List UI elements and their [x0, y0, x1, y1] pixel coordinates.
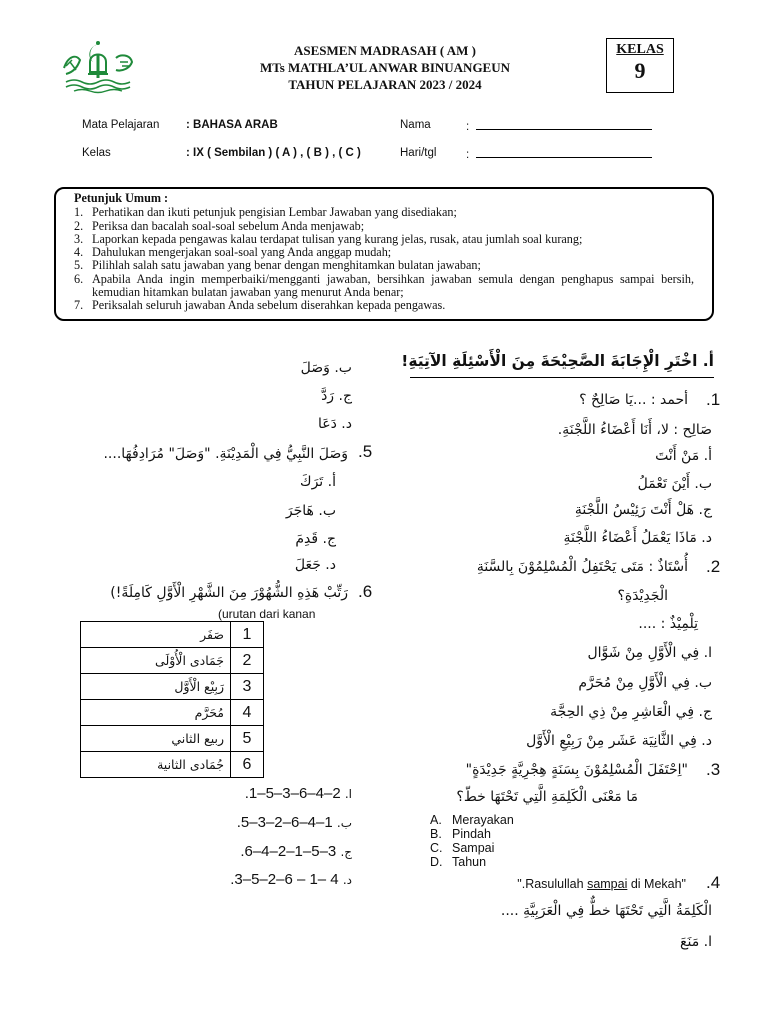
question-1-option-a[interactable]: أ. مَنْ أَنْتَ	[655, 448, 712, 464]
instructions-title: Petunjuk Umum :	[74, 191, 169, 205]
question-1-option-d[interactable]: د. مَاذَا يَعْمَلُ أَعْضَاءُ اللَّجْنَةِ	[563, 530, 712, 546]
header-school-name: MTs MATHLA’UL ANWAR BINUANGEUN	[259, 60, 511, 75]
question-2-number: .2	[706, 557, 721, 576]
table-row	[81, 648, 264, 674]
table-row	[81, 674, 264, 700]
option-text: Tahun	[452, 855, 487, 869]
madrasah-logo-icon	[60, 38, 136, 94]
question-6-option-c[interactable]	[240, 843, 352, 860]
class-box	[606, 38, 674, 93]
question-6-option-b[interactable]	[237, 814, 352, 831]
month-cell: صَفَر	[81, 622, 231, 648]
instructions-box	[54, 187, 714, 321]
option-letter: ب.	[336, 816, 352, 830]
instruction-number: 2.	[74, 218, 84, 233]
date-blank	[476, 147, 652, 158]
question-1-option-c[interactable]: ج. هَلْ أَنْتَ رَئِيْسُ اللَّجْنَةِ	[574, 502, 712, 518]
class-box-label: KELAS	[616, 42, 664, 57]
option-text: .3–5–2–6 – 1– 4	[230, 871, 339, 888]
header-academic-year: TAHUN PELAJARAN 2023 / 2024	[288, 77, 482, 92]
table-row	[81, 726, 264, 752]
table-row	[81, 700, 264, 726]
question-2-option-d[interactable]: د. فِي الثَّانِيَة عَشَر مِنْ رَبِيْعِ الْأَوَّل	[526, 733, 712, 749]
question-3-option-d[interactable]	[430, 855, 486, 869]
question-2-option-b[interactable]: ب. فِي الْأَوَّلِ مِنْ مُحَرَّم	[578, 675, 712, 691]
question-4-option-c[interactable]: ج. رَدَّ	[321, 388, 352, 404]
option-text: .6–4–2–1–5–3	[240, 843, 337, 860]
question-2-line-3: تِلْمِيْذٌ : ....	[638, 616, 698, 632]
option-text: Merayakan	[452, 813, 514, 827]
months-table	[80, 621, 264, 778]
question-1-option-b[interactable]: ب. أَيْنَ تَعْمَلُ	[637, 476, 712, 492]
instruction-item	[74, 206, 694, 219]
option-letter: B.	[430, 827, 442, 841]
instruction-text: Laporkan kepada pengawas kalau terdapat tulisan yang kurang jelas, rusak, atau jumlah soal kurang;	[92, 231, 583, 246]
option-letter: D.	[430, 855, 443, 869]
instruction-item	[74, 246, 694, 259]
subject-value: : BAHASA ARAB	[186, 119, 278, 131]
header-line-1: ASESMEN MADRASAH ( AM )	[294, 43, 476, 58]
instruction-item	[74, 273, 694, 300]
question-5-line-1: وَصَلَ النَّبِيُّ فِي الْمَدِيْنَةِ. "وَصَلَ" مُرَادِفُهَا....	[103, 446, 348, 462]
name-blank	[476, 119, 652, 130]
subject-label: Mata Pelajaran	[82, 119, 160, 131]
option-text: .5–3–2–6–4–1	[236, 814, 333, 831]
question-6-number: .6	[358, 582, 373, 601]
month-cell: جَمَادى الْأُوْلَى	[81, 648, 231, 674]
instruction-number: 5.	[74, 258, 84, 273]
sentence-underlined-word: sampai	[587, 877, 628, 891]
section-title: أ. اخْتَرِ الْإِجَابَةَ الصَّحِيْحَةَ مِنَ الْأَسْئِلَةِ الآتِيَةِ!	[401, 352, 714, 370]
question-3-option-c[interactable]	[430, 841, 494, 855]
option-letter: A.	[430, 813, 442, 827]
instruction-item	[74, 233, 694, 246]
question-3-line-1: "اِحْتَفَلَ الْمُسْلِمُوْنَ بِسَنَةٍ هِجْرِيَّةٍ جَدِيْدَةٍ"	[465, 762, 688, 778]
sentence-part: ".Rasulullah	[517, 877, 588, 891]
table-row	[81, 752, 264, 778]
number-cell: 6	[231, 752, 264, 778]
instruction-number: 1.	[74, 205, 84, 220]
name-field[interactable]	[466, 119, 652, 133]
question-4-option-d[interactable]: د. دَعَا	[318, 416, 352, 432]
option-letter: ا.	[344, 787, 352, 801]
question-3-number: .3	[706, 760, 721, 779]
option-letter: C.	[430, 841, 443, 855]
question-6-option-d[interactable]	[230, 871, 352, 888]
sentence-part: di Mekah"	[627, 877, 686, 891]
question-5-number: .5	[358, 442, 373, 461]
instruction-text: Apabila Anda ingin memperbaiki/mengganti jawaban, bersihkan jawaban semula dengan penghapus sampai bersih, kemudian hitamkan bulatan jawaban yang menurut Anda benar;	[92, 271, 694, 300]
instruction-number: 6.	[74, 271, 84, 286]
date-colon: :	[466, 149, 470, 161]
number-cell: 4	[231, 700, 264, 726]
month-cell: ربيع الثاني	[81, 726, 231, 752]
class-value: : IX ( Sembilan ) ( A ) , ( B ) , ( C )	[186, 147, 361, 159]
instruction-text: Dahulukan mengerjakan soal-soal yang Anda anggap mudah;	[92, 245, 392, 260]
question-6-option-a[interactable]	[245, 785, 352, 802]
question-4-line-2: الْكَلِمَةُ الَّتِي تَحْتَهَا خطٌّ فِي الْعَرَبِيَّةِ ....	[500, 903, 712, 919]
option-text: Sampai	[452, 841, 495, 855]
number-cell: 3	[231, 674, 264, 700]
instruction-number: 4.	[74, 245, 84, 260]
number-cell: 2	[231, 648, 264, 674]
question-4-number: .4	[706, 873, 721, 892]
name-label: Nama	[400, 119, 431, 131]
name-colon: :	[466, 121, 470, 133]
instruction-text: Pilihlah salah satu jawaban yang benar dengan menghitamkan bulatan jawaban;	[92, 258, 481, 273]
class-box-value: 9	[634, 58, 646, 83]
option-text: .1–5–3–6–4–2	[244, 785, 341, 802]
number-cell: 5	[231, 726, 264, 752]
question-4-sentence	[517, 877, 686, 891]
question-3-option-a[interactable]	[430, 813, 514, 827]
question-2-line-2: الْجَدِيْدَةِ؟	[617, 588, 668, 604]
option-letter: د.	[342, 873, 352, 887]
question-5-option-c[interactable]: ج. قَدِمَ	[295, 531, 336, 547]
question-2-option-c[interactable]: ج. فِي الْعَاشِرِ مِنْ ذِي الحِجَّة	[550, 704, 712, 720]
question-2-option-a[interactable]: ا. فِي الْأَوَّلِ مِنْ شَوَّال	[587, 645, 712, 661]
instruction-number: 3.	[74, 231, 84, 246]
question-3-option-b[interactable]	[430, 827, 491, 841]
class-label: Kelas	[82, 147, 111, 159]
question-3-line-2: مَا مَعْنَى الْكَلِمَةِ الَّتِي تَحْتَهَا خطّ؟	[456, 789, 638, 805]
instructions-list	[74, 206, 694, 312]
table-row	[81, 622, 264, 648]
question-6-note: (urutan dari kanan	[218, 607, 316, 621]
question-4-option-a[interactable]: ا. مَنَعَ	[680, 934, 712, 950]
question-6-line-1: رَتِّبْ هَذِهِ الشُّهُوْرَ مِنَ الشَّهْرِ الْأَوَّلِ كَامِلَةً!)	[110, 585, 348, 601]
month-cell: مُحَرَّم	[81, 700, 231, 726]
number-cell: 1	[231, 622, 264, 648]
question-5-option-b[interactable]: ب. هَاجَرَ	[285, 503, 336, 519]
month-cell: رَبِيْع الْأَوَّل	[81, 674, 231, 700]
instruction-item	[74, 220, 694, 233]
date-label: Hari/tgl	[400, 147, 437, 159]
month-cell: جُمَادى الثانية	[81, 752, 231, 778]
instruction-item	[74, 259, 694, 272]
date-field[interactable]	[466, 147, 652, 161]
instruction-number: 7.	[74, 298, 84, 313]
question-1-line-1: أحمد : ...يَا صَالِحٌ ؟	[579, 392, 688, 408]
question-5-option-d[interactable]: د. جَعَلَ	[294, 557, 336, 573]
option-text: Pindah	[452, 827, 491, 841]
question-1-line-2: صَالِح : لا، أَنَا أَعْضَاءُ اللَّجْنَةِ.	[557, 422, 712, 438]
instruction-text: Periksa dan bacalah soal-soal sebelum Anda menjawab;	[92, 218, 365, 233]
instruction-item	[74, 299, 694, 312]
instruction-text: Periksalah seluruh jawaban Anda sebelum diserahkan kepada pengawas.	[92, 298, 446, 313]
question-1-number: .1	[706, 390, 721, 409]
instruction-text: Perhatikan dan ikuti petunjuk pengisian Lembar Jawaban yang disediakan;	[92, 205, 457, 220]
question-4-option-b[interactable]: ب. وَصَلَ	[300, 360, 352, 376]
question-5-option-a[interactable]: أ. تَرَكَ	[300, 474, 336, 490]
option-letter: ج.	[340, 845, 352, 859]
question-2-line-1: أُسْتَاذٌ : مَتَى يَحْتَفِلُ الْمُسْلِمُوْنَ بِالسَّنَةِ	[476, 559, 688, 575]
section-title-rule	[410, 377, 714, 378]
